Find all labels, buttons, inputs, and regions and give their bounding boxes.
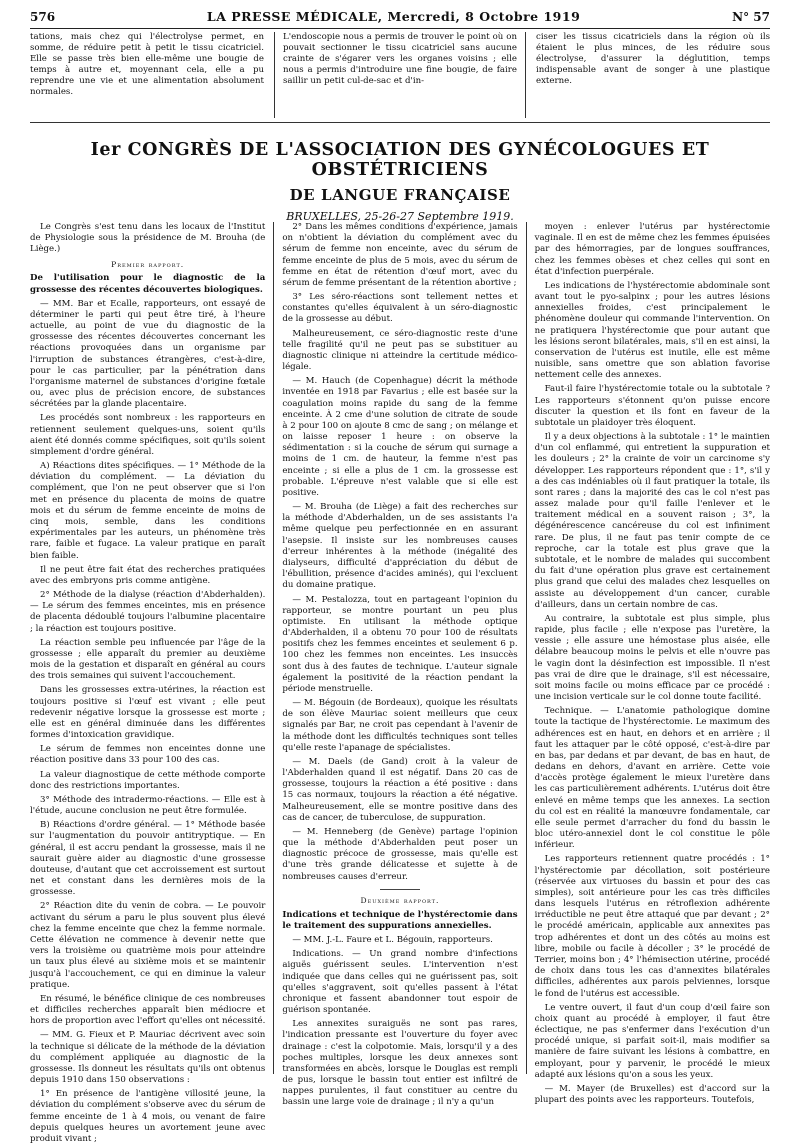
paragraph: En résumé, le bénéfice clinique de ces nombreuses et difficiles recherches apparaît bien médiocre et hors de proportion avec l'effort qu'elles ont nécessité. <box>30 993 266 1027</box>
paragraph: Indications. — Un grand nombre d'infections aiguës guérissent seules. L'intervention n'est indiquée que dans celles qui ne guérissent pas, soit qu'elles s'aggravent, soit qu'elles passent à l'état chronique et fassent abandonner tout espoir de guérison spontanée. <box>282 949 518 1016</box>
page-number: 576 <box>30 10 56 24</box>
paragraph: 1° En présence de l'antigène villosité jeune, la déviation du complément s'observe avec du sérum de femme enceinte de 1 à 4 mois, ou venant de faire depuis quelques heures un avortement jeune avec produit vivant ; <box>30 1089 266 1144</box>
separator <box>380 889 420 890</box>
paragraph: 2° Réaction dite du venin de cobra. — Le pouvoir activant du sérum a paru le plus souvent plus élevé chez la femme enceinte que chez la femme normale. Cette élévation ne commence à devenir nette que vers la troisième ou quatrième mois pour atteindre un taux plus élevé au sixième mois et se maintenir jusqu'à l'accouchement, ce qui en diminue la valeur pratique. <box>30 901 266 990</box>
paragraph: Au contraire, la subtotale est plus simple, plus rapide, plus facile ; elle n'expose pas l'uretère, la vessie ; elle assure une hémostase plus aisée, elle délabre beaucoup moins le pelvis et elle n'ouvre pas le vagin dont la désinfection est impossible. Il n'est pas vrai de dire que le drainage, s'il est nécessaire, soit moins facile ou moins efficace par ce procédé : une incision verticale sur le col donne toute facilité. <box>534 613 770 703</box>
journal-title: LA PRESSE MÉDICALE, <box>206 9 383 24</box>
paragraph: Les rapporteurs retiennent quatre procédés : 1° l'hystérectomie par décollation, soit postérieure (réservée aux virtuoses du bassin et pour des cas simples), soit antérieure pour les cas très difficiles dans lesquels l'utérus en rétroflexion adhérente irréductible ne peut être attaqué que par devant ; 2° le procédé américain, applicable aux annexites pas trop adhérentes et dont un des côtés au moins est libre, mobile ou facile à décoller ; 3° le procédé de Terrier, moins bon ; 4° l'hémisection utérine, procédé de choix dans tous les cas d'annexites bilatérales difficiles, adhérentes aux parois pelviennes, lorsque le fond de l'utérus est accessible. <box>534 854 770 999</box>
paragraph: 2° Méthode de la dialyse (réaction d'Abderhalden). — Le sérum des femmes enceintes, mis en présence de placenta dédoublé toujours l'albumine placentaire ; la réaction est toujours positive. <box>30 590 266 634</box>
journal-masthead <box>207 9 580 24</box>
congress-subtitle: DE LANGUE FRANÇAISE <box>289 186 511 204</box>
paragraph: La réaction semble peu influencée par l'âge de la grossesse ; elle apparaît du premier au deuxième mois de la gestation et disparaît en général au cours des trois semaines qui suivent l'accouchement. <box>30 637 266 682</box>
paragraph: — M. Mayer (de Bruxelles) est d'accord sur la plupart des points avec les rapporteurs. Toutefois, <box>534 1083 770 1106</box>
paragraph: — M. Bégouin (de Bordeaux), quoique les résultats de son élève Mauriac soient meilleurs que ceux signalés par Bar, ne croit pas cependant à l'avenir de la méthode dont les difficultés techniques sont telles qu'elle reste l'apanage de spécialistes. <box>282 698 518 753</box>
paragraph: B) Réactions d'ordre général. — 1° Méthode basée sur l'augmentation du pouvoir antitryptique. — En général, il est accru pendant la grossesse, mais il ne saurait guère aider au diagnostic d'une grossesse douteuse, d'autant que cet accroissement est surtout net et constant dans les dernières mois de la grossesse. <box>30 820 266 898</box>
paragraph: — M. Pestalozza, tout en partageant l'opinion du rapporteur, se montre pourtant un peu plus optimiste. En utilisant la méthode optique d'Abderhalden, il a obtenu 70 pour 100 de résultats positifs chez les femmes enceintes et seulement 6 p. 100 chez les femmes non enceintes. Les insuccès sont dus à des fautes de technique. L'auteur signale également la positivité de la réaction pendant la période menstruelle. <box>282 594 518 694</box>
paragraph: Malheureusement, ce séro-diagnostic reste d'une telle fragilité qu'il ne peut pas se substituer au diagnostic clinique ni atteindre la certitude médico-légale. <box>282 328 518 373</box>
paragraph: 3° Méthode des intradermo-réactions. — Elle est à l'étude, aucune conclusion ne peut être formulée. <box>30 794 266 817</box>
top-column-1: tations, mais chez qui l'électrolyse permet, en somme, de réduire petit à petit le tissu cicatriciel. Elle se passe très bien elle-même une bougie de temps à autre et, moyennant cela, elle a pu reprendre une vie et une alimentation absolument normales. <box>30 32 264 97</box>
report-title: De l'utilisation pour le diagnostic de la grossesse des récentes découvertes biologiques. <box>30 273 266 295</box>
paragraph: Il ne peut être fait état des recherches pratiquées avec des embryons pris comme antigène. <box>30 564 266 586</box>
issue-date: Mercredi, 8 Octobre 1919 <box>387 9 581 24</box>
report-heading: Deuxième rapport. <box>360 895 440 905</box>
paragraph: 2° Dans les mêmes conditions d'expérience, jamais on n'obtient la déviation du complément avec du sérum de femme non enceinte, avec du sérum de femme enceinte de plus de 5 mois, avec du sérum de femme en état de rétention d'œuf mort, avec du sérum de femme présentant de la rétention abortive ; <box>282 222 518 288</box>
report-heading: Premier rapport. <box>111 259 185 269</box>
article-column-2 <box>273 222 526 1108</box>
paragraph: Les procédés sont nombreux : les rapporteurs en retiennent seulement quelques-uns, soient qu'ils aient été donnés comme spécifiques, soit qu'ils soient simplement d'ordre général. <box>30 413 266 457</box>
paragraph: Le Congrès s'est tenu dans les locaux de l'Institut de Physiologie sous la présidence de M. Brouha (de Liège.) <box>30 222 266 255</box>
paragraph: — M. Daels (de Gand) croit à la valeur de l'Abderhalden quand il est négatif. Dans 20 cas de grossesse, toujours la réaction a été positive : dans 15 cas normaux, toujours la réaction a été négative. Malheureusement, elle se montre positive dans des cas de cancer, de tuberculose, de suppuration. <box>282 756 518 823</box>
article-column-3 <box>534 222 770 1106</box>
paragraph: Il y a deux objections à la subtotale : 1° le maintien d'un col enflammé, qui entretient la suppuration et les douleurs ; 2° la crainte de voir un carcinome s'y développer. Les rapporteurs répondent que : 1°, s'il y a des cas indéniables où il faut pratiquer la totale, ils sont rares ; dans la majorité des cas le col n'est pas assez malade pour qu'il faille l'enlever et le traitement médical en a souvent raison ; 3°, la dégénérescence cancéreuse du col est infiniment rare. De plus, il ne faut pas tenir compte de ce reproche, car la totale est plus grave que la subtotale, et le nombre de malades qui succombent du fait d'une opération plus grave est certainement plus grand que celui des malades chez lesquelles on assiste au développement d'un cancer, curable d'ailleurs, dans un certain nombre de cas. <box>534 432 770 610</box>
article-column-1 <box>30 222 266 1144</box>
paragraph: Le sérum de femmes non enceintes donne une réaction positive dans 33 pour 100 des cas. <box>30 744 266 766</box>
paragraph: — M. Brouha (de Liège) a fait des recherches sur la méthode d'Abderhalden, un de ses assistants l'a même quelque peu perfectionnée en en assurant l'asepsie. Il insiste sur les nombreuses causes d'erreur inhérentes à la méthode (inégalité des dialyseurs, difficulté d'appréciation du début de l'ébullition, présence d'acides aminés), qui l'excluent du domaine pratique. <box>282 502 518 591</box>
section-divider <box>30 122 770 123</box>
congress-title: Ier CONGRÈS DE L'ASSOCIATION DES GYNÉCOLOGUES ET OBSTÉTRICIENS <box>90 140 710 180</box>
issue-number: N° 57 <box>732 10 770 24</box>
paragraph: Technique. — L'anatomie pathologique domine toute la tactique de l'hystérectomie. Le maximum des adhérences est en haut, en dehors et en arrière ; il faut les attaquer par le côté opposé, c'est-à-dire par en bas, par dedans et par devant, de bas en haut, de dedans en dehors, d'avant en arrière. Cette voie d'accès protège également le mieux l'uretère dans les cas particulièrement adhérents. L'utérus doit être enlevé en même temps que les annexes. La section du col est en réalité la manœuvre fondamentale, car elle seule permet d'arracher du fond du bassin le bloc utéro-annexiel dont le col constitue le pôle inférieur. <box>534 706 770 851</box>
top-column-2: L'endoscopie nous a permis de trouver le point où on pouvait sectionner le tissu cicatriciel sans aucune crainte de s'égarer vers les organes voisins ; elle nous a permis d'introduire une fine bougie, de faire saillir un petit cul-de-sac et d'in- <box>274 32 526 118</box>
article-body <box>30 222 770 1144</box>
page-header <box>30 6 770 29</box>
paragraph: Le ventre ouvert, il faut d'un coup d'œil faire son choix quant au procédé à employer, il faut être éclectique, ne pas s'enfermer dans l'exécution d'un procédé unique, si parfait soit-il, mais modifier sa manière de faire suivant les lésions à combattre, en employant, pour y parvenir, le procédé le mieux adapté aux lésions qu'on a sous les yeux. <box>534 1002 770 1080</box>
report-title: Indications et technique de l'hystérectomie dans le traitement des suppurations annexielles. <box>282 909 518 931</box>
continued-article <box>30 32 770 118</box>
paragraph: — MM. G. Fieux et P. Mauriac décrivent avec soin la technique si délicate de la méthode de la déviation du complément appliquée au diagnostic de la grossesse. Ils donneut les résultats qu'ils ont obtenus depuis 1910 dans 150 observations : <box>30 1030 266 1086</box>
paragraph: — M. Hauch (de Copenhague) décrit la méthode inventée en 1918 par Favarius ; elle est basée sur la coagulation moins rapide du sang de la femme enceinte. À 2 cme d'une solution de citrate de soude à 2 pour 100 on ajoute 8 cmc de sang ; on mélange et on laisse reposer 1 heure : on observe la sédimentation : si la couche de sérum qui surnage a moins de 1 cm. de hauteur, la femme n'est pas enceinte ; si elle a plus de 1 cm. la grossesse est probable. L'épreuve n'est valable que si elle est positive. <box>282 376 518 498</box>
paragraph: — MM. J.-L. Faure et L. Bégouin, rapporteurs. <box>292 935 493 945</box>
paragraph: 3° Les séro-réactions sont tellement nettes et constantes qu'elles équivalent à un séro-diagnostic de la grossesse au début. <box>282 292 518 325</box>
paragraph: — M. Henneberg (de Genève) partage l'opinion que la méthode d'Abderhalden peut poser un diagnostic précoce de grossesse, mais qu'elle est d'une très grande délicatesse et sujette à de nombreuses causes d'erreur. <box>282 826 518 882</box>
paragraph: A) Réactions dites spécifiques. — 1° Méthode de la déviation du complément. — La déviation du complément, que l'on ne peut observer que si l'on met en présence du placenta de moins de quatre mois et du sérum de femme enceinte de moins de cinq mois, semble, dans les conditions expérimentales par les auteurs, un phénomène très rare, faible et fugace. La valeur pratique en paraît bien faible. <box>30 461 266 561</box>
top-column-3: ciser les tissus cicatriciels dans la région où ils étaient le plus minces, de les réduire sous électrolyse, d'assurer la déglutition, temps indispensable avant de songer à une plastique externe. <box>536 32 770 86</box>
paragraph: La valeur diagnostique de cette méthode comporte donc des restrictions importantes. <box>30 769 266 791</box>
paragraph: moyen : enlever l'utérus par hystérectomie vaginale. Il en est de même chez les femmes épuisées par des hémorragies, par de longues souffrances, chez les femmes obèses et chez celles qui sont en état d'infection puerpérale. <box>534 222 770 277</box>
congress-heading <box>30 140 770 223</box>
paragraph: Faut-il faire l'hystérectomie totale ou la subtotale ? Les rapporteurs s'étonnent qu'on puisse encore discuter la question et ils font en faveur de la subtotale un plaidoyer très éloquent. <box>534 384 770 428</box>
paragraph: — MM. Bar et Ecalle, rapporteurs, ont essayé de déterminer le parti qui peut être tiré, à l'heure actuelle, au point de vue du diagnostic de la grossesse des récentes découvertes concernant les réactions provoquées dans un organisme par l'irruption de substances étrangères, c'est-à-dire, pour le cas particulier, par la pénétration dans l'organisme maternel de substances d'origine fœtale ou, avec plus de précision encore, de substances sécrétées par la glande placentaire. <box>30 298 266 410</box>
paragraph: Dans les grossesses extra-utérines, la réaction est toujours positive si l'œuf est vivant ; elle peut redevenir négative lorsque la grossesse est morte ; elle est en général diminuée dans les différentes formes d'intoxication gravidique. <box>30 685 266 741</box>
paragraph: Les indications de l'hystérectomie abdominale sont avant tout le pyo-salpinx ; pour les autres lésions annexielles froides, c'est principalement le phénomène douleur qui commande l'intervention. On ne pratiquera l'hystérectomie que pour autant que les lésions seront bilatérales, mais, s'il en est ainsi, la conservation de l'utérus est inutile, elle est même nuisible, sans omettre que son ablation favorise nettement celle des annexes. <box>534 280 770 381</box>
congress-dateline: BRUXELLES, 25-26-27 Septembre 1919. <box>286 210 514 223</box>
paragraph: Les annexites suraiguës ne sont pas rares, l'indication pressante est l'ouverture du foyer avec drainage : c'est la colpotomie. Mais, lorsqu'il y a des poches multiples, lorsque les deux annexes sont transformées en abcès, lorsque le Douglas est rempli de pus, lorsque le bassin tout entier est infiltré de nappes purulentes, il faut constituer au centre du bassin une large voie de drainage ; il n'y a qu'un <box>282 1019 518 1108</box>
